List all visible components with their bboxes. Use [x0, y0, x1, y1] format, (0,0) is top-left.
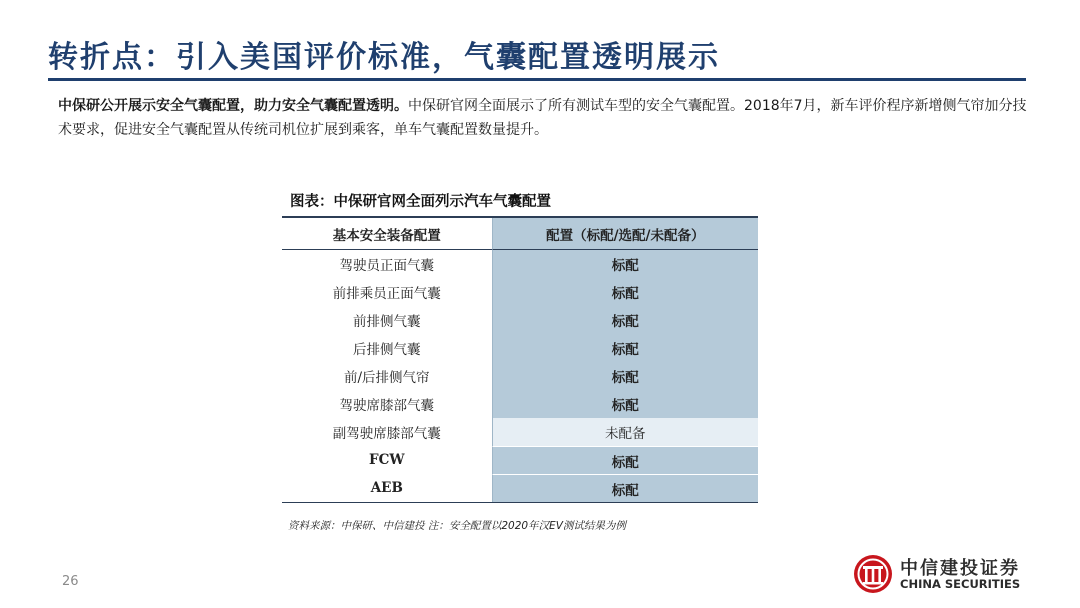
page-number: 26: [62, 574, 79, 589]
row-item: 前/后排侧气帘: [344, 370, 430, 386]
table-row: [282, 250, 758, 278]
china-securities-emblem-icon: [852, 553, 894, 595]
table-row: [282, 306, 758, 334]
row-item: 驾驶席膝部气囊: [339, 398, 435, 414]
intro-paragraph: [58, 94, 1030, 142]
row-config: 标配: [492, 306, 758, 334]
header-equipment: 基本安全装备配置: [282, 218, 492, 250]
figure-title: 图表：中保研官网全面列示汽车气囊配置: [290, 193, 551, 210]
row-config: 标配: [492, 278, 758, 306]
row-item: 前排侧气囊: [353, 314, 421, 330]
airbag-config-table: [282, 216, 758, 503]
row-item: AEB: [370, 480, 403, 496]
row-config: 标配: [492, 250, 758, 278]
row-config: 标配: [492, 474, 758, 502]
row-item: 驾驶员正面气囊: [339, 258, 435, 274]
intro-lead: 中保研公开展示安全气囊配置，助力安全气囊配置透明。: [58, 98, 408, 114]
row-config: 标配: [492, 446, 758, 474]
row-config: 未配备: [492, 418, 758, 446]
table-row: [282, 446, 758, 474]
logo-name-cn: 中信建投证券: [900, 558, 1020, 579]
row-item: FCW: [369, 452, 405, 468]
table-row: [282, 418, 758, 446]
figure-source-note: 资料来源：中保研、中信建投 注：安全配置以2020年汉EV测试结果为例: [288, 520, 626, 532]
company-logo: [852, 552, 1042, 596]
logo-name-en: CHINA SECURITIES: [900, 577, 1021, 591]
table-row: [282, 334, 758, 362]
table-row: [282, 390, 758, 418]
row-item: 后排侧气囊: [353, 342, 421, 358]
table-row: [282, 278, 758, 306]
row-config: 标配: [492, 334, 758, 362]
page-title: 转折点：引入美国评价标准，气囊配置透明展示: [48, 40, 720, 75]
table-header-row: [282, 218, 758, 250]
intro-body: 中保研官网全面展示了所有测试车型的安全气囊配置。2018年7月，新车评价程序新增侧气帘加分技术要求，促进安全气囊配置从传统司机位扩展到乘客，单车气囊配置数量提升。: [58, 98, 1027, 138]
table-row: [282, 474, 758, 502]
row-item: 副驾驶席膝部气囊: [332, 426, 441, 442]
table-row: [282, 362, 758, 390]
header-config: 配置（标配/选配/未配备）: [492, 218, 758, 250]
row-item: 前排乘员正面气囊: [332, 286, 441, 302]
row-config: 标配: [492, 390, 758, 418]
row-config: 标配: [492, 362, 758, 390]
title-divider: [48, 78, 1026, 81]
